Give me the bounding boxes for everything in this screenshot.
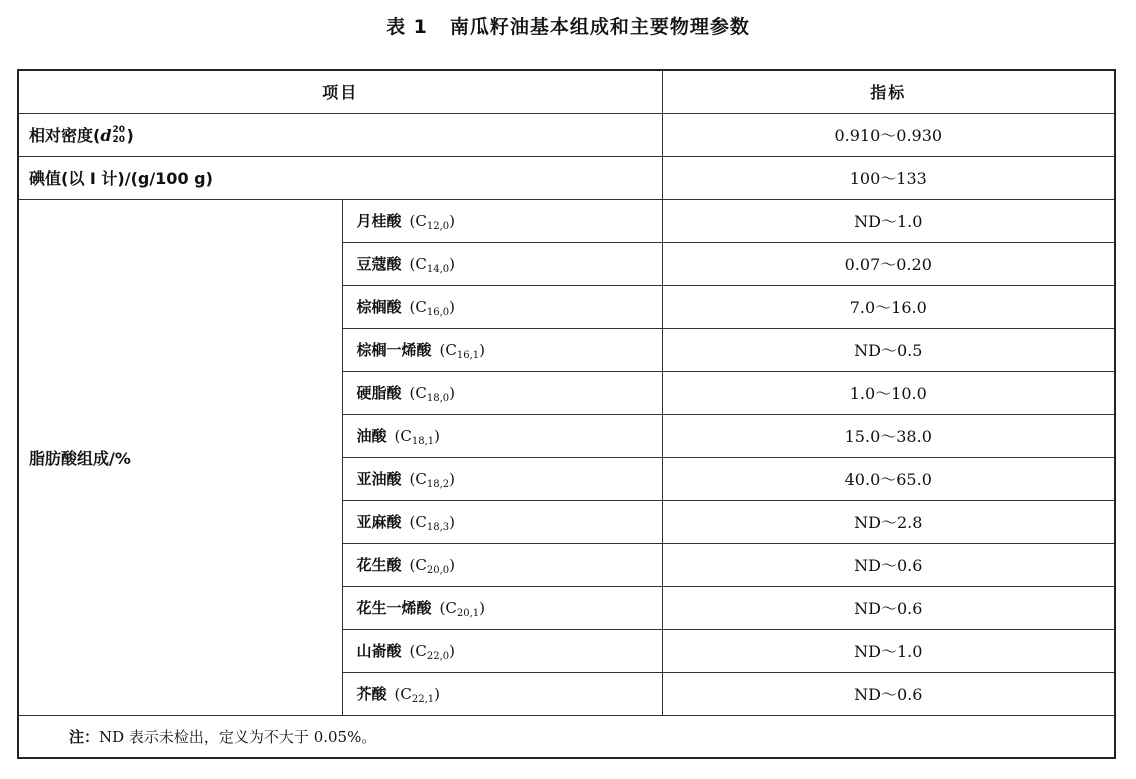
iodine-label: 碘值(以 I 计)/(g/100 g) bbox=[18, 156, 662, 199]
formula-prefix: (C bbox=[409, 383, 427, 402]
fatty-acid-value: ND～0.6 bbox=[662, 543, 1115, 586]
fatty-acid-value: ND～1.0 bbox=[662, 199, 1115, 242]
formula-subscript: 20,1 bbox=[456, 607, 480, 619]
formula-suffix: ) bbox=[449, 555, 455, 574]
formula-suffix: ) bbox=[449, 512, 455, 531]
formula-suffix: ) bbox=[449, 383, 455, 402]
fatty-acid-value: 0.07～0.20 bbox=[662, 242, 1115, 285]
density-symbol: d bbox=[100, 125, 112, 145]
fatty-acid-name: 山嵛酸 bbox=[356, 641, 402, 660]
density-sup-sub bbox=[113, 126, 127, 146]
header-indicator: 指标 bbox=[662, 70, 1115, 113]
fatty-acid-formula bbox=[440, 341, 485, 359]
fatty-acid-value: ND～0.6 bbox=[662, 672, 1115, 715]
fatty-acid-name-cell bbox=[342, 543, 662, 586]
formula-prefix: (C bbox=[409, 641, 427, 660]
fatty-acid-value: 7.0～16.0 bbox=[662, 285, 1115, 328]
fatty-acid-name-cell bbox=[342, 242, 662, 285]
fatty-acid-value: ND～0.6 bbox=[662, 586, 1115, 629]
formula-prefix: (C bbox=[409, 469, 427, 488]
formula-subscript: 16,1 bbox=[456, 349, 480, 361]
density-sup: 20 bbox=[112, 125, 126, 136]
density-label bbox=[18, 113, 662, 156]
fatty-acid-formula bbox=[410, 384, 455, 402]
formula-suffix: ) bbox=[449, 211, 455, 230]
formula-subscript: 18,1 bbox=[411, 435, 435, 447]
fatty-acid-name: 芥酸 bbox=[356, 684, 387, 703]
table-title bbox=[0, 12, 1136, 39]
formula-prefix: (C bbox=[439, 340, 457, 359]
formula-prefix: (C bbox=[394, 684, 412, 703]
note-cell bbox=[18, 715, 1115, 758]
fatty-acid-name-cell bbox=[342, 457, 662, 500]
formula-subscript: 22,1 bbox=[411, 693, 435, 705]
fatty-acid-formula bbox=[410, 255, 455, 273]
spec-table bbox=[17, 69, 1116, 759]
formula-suffix: ) bbox=[449, 297, 455, 316]
table-number: 表 1 bbox=[386, 16, 428, 38]
formula-prefix: (C bbox=[409, 555, 427, 574]
fatty-acid-formula bbox=[410, 212, 455, 230]
fatty-acid-value: 1.0～10.0 bbox=[662, 371, 1115, 414]
fatty-acid-name-cell bbox=[342, 414, 662, 457]
formula-subscript: 22,0 bbox=[426, 650, 450, 662]
fatty-acid-name-cell bbox=[342, 328, 662, 371]
fatty-acid-formula bbox=[410, 556, 455, 574]
fatty-acid-name-cell bbox=[342, 371, 662, 414]
fatty-acid-value: ND～0.5 bbox=[662, 328, 1115, 371]
fatty-acid-formula bbox=[395, 427, 440, 445]
density-value: 0.910～0.930 bbox=[662, 113, 1115, 156]
header-item: 项目 bbox=[18, 70, 662, 113]
formula-suffix: ) bbox=[449, 254, 455, 273]
density-label-suffix: ) bbox=[126, 125, 134, 145]
fatty-acid-group-label: 脂肪酸组成/% bbox=[18, 199, 342, 715]
fatty-acid-name: 亚麻酸 bbox=[356, 512, 402, 531]
fatty-acid-name: 月桂酸 bbox=[356, 211, 402, 230]
note-text: ND 表示未检出，定义为不大于 0.05%。 bbox=[99, 727, 377, 746]
fatty-acid-row bbox=[18, 199, 1115, 242]
iodine-value: 100～133 bbox=[662, 156, 1115, 199]
fatty-acid-name-cell bbox=[342, 285, 662, 328]
formula-prefix: (C bbox=[409, 512, 427, 531]
formula-prefix: (C bbox=[409, 211, 427, 230]
fatty-acid-name: 油酸 bbox=[356, 426, 387, 445]
fatty-acid-name-cell bbox=[342, 629, 662, 672]
note-label: 注： bbox=[69, 727, 100, 746]
formula-subscript: 18,2 bbox=[426, 478, 450, 490]
fatty-acid-name-cell bbox=[342, 672, 662, 715]
fatty-acid-name: 棕榈酸 bbox=[356, 297, 402, 316]
fatty-acid-formula bbox=[395, 685, 440, 703]
formula-suffix: ) bbox=[434, 684, 440, 703]
formula-subscript: 16,0 bbox=[426, 306, 450, 318]
note-row bbox=[18, 715, 1115, 758]
fatty-acid-name: 花生一烯酸 bbox=[356, 598, 432, 617]
density-label-prefix: 相对密度( bbox=[29, 125, 101, 145]
formula-subscript: 18,3 bbox=[426, 521, 450, 533]
density-sub: 20 bbox=[112, 135, 126, 146]
formula-subscript: 12,0 bbox=[426, 220, 450, 232]
formula-suffix: ) bbox=[479, 598, 485, 617]
formula-subscript: 20,0 bbox=[426, 564, 450, 576]
density-row bbox=[18, 113, 1115, 156]
formula-suffix: ) bbox=[434, 426, 440, 445]
formula-subscript: 14,0 bbox=[426, 263, 450, 275]
fatty-acid-formula bbox=[410, 470, 455, 488]
fatty-acid-value: ND～2.8 bbox=[662, 500, 1115, 543]
fatty-acid-name: 花生酸 bbox=[356, 555, 402, 574]
fatty-acid-name-cell bbox=[342, 199, 662, 242]
fatty-acid-name-cell bbox=[342, 500, 662, 543]
fatty-acid-formula bbox=[440, 599, 485, 617]
formula-prefix: (C bbox=[394, 426, 412, 445]
formula-subscript: 18,0 bbox=[426, 392, 450, 404]
fatty-acid-value: 40.0～65.0 bbox=[662, 457, 1115, 500]
table-title-text: 南瓜籽油基本组成和主要物理参数 bbox=[449, 16, 750, 38]
fatty-acid-value: ND～1.0 bbox=[662, 629, 1115, 672]
fatty-acid-name: 棕榈一烯酸 bbox=[356, 340, 432, 359]
formula-suffix: ) bbox=[449, 469, 455, 488]
fatty-acid-formula bbox=[410, 513, 455, 531]
fatty-acid-name-cell bbox=[342, 586, 662, 629]
fatty-acid-value: 15.0～38.0 bbox=[662, 414, 1115, 457]
formula-prefix: (C bbox=[409, 297, 427, 316]
formula-prefix: (C bbox=[409, 254, 427, 273]
formula-suffix: ) bbox=[479, 340, 485, 359]
iodine-row bbox=[18, 156, 1115, 199]
fatty-acid-name: 豆蔻酸 bbox=[356, 254, 402, 273]
formula-prefix: (C bbox=[439, 598, 457, 617]
fatty-acid-formula bbox=[410, 642, 455, 660]
formula-suffix: ) bbox=[449, 641, 455, 660]
fatty-acid-formula bbox=[410, 298, 455, 316]
fatty-acid-name: 亚油酸 bbox=[356, 469, 402, 488]
fatty-acid-name: 硬脂酸 bbox=[356, 383, 402, 402]
header-row bbox=[18, 70, 1115, 113]
